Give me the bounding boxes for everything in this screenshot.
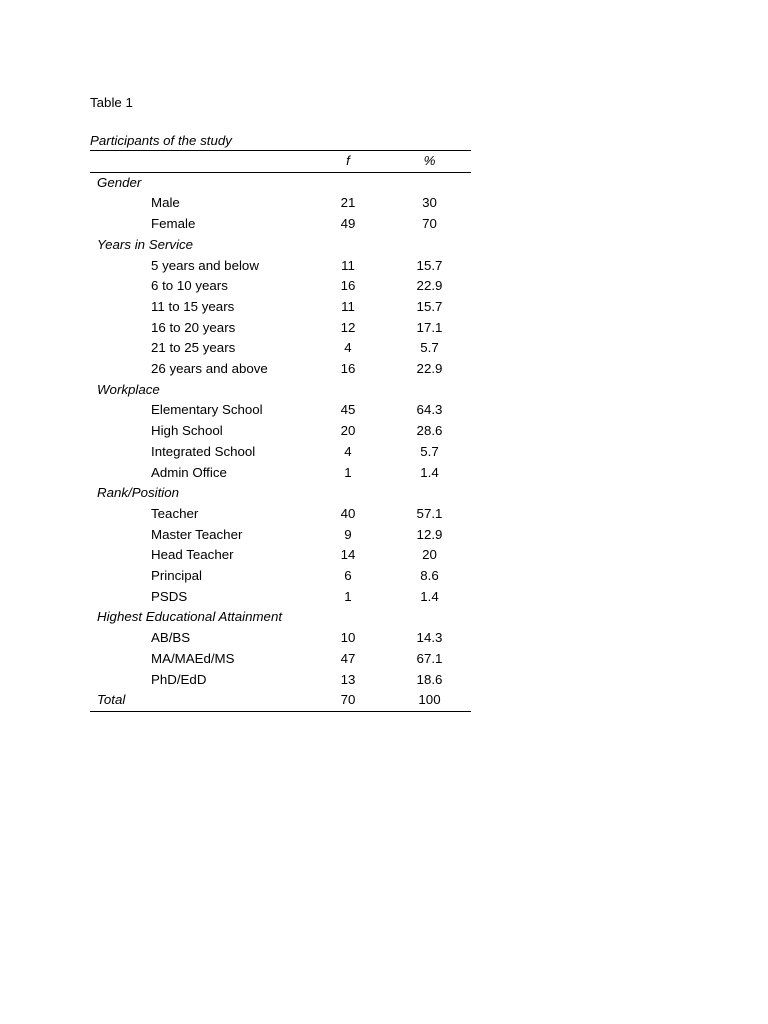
row-label: Female	[151, 216, 196, 232]
row-frequency: 6	[344, 568, 352, 584]
row-frequency: 11	[341, 298, 355, 314]
row-label: Admin Office	[151, 464, 227, 480]
table-row	[90, 463, 471, 484]
row-percent: 20	[422, 547, 437, 563]
table-row	[90, 256, 471, 277]
row-percent: 57.1	[416, 505, 443, 521]
table-row	[90, 649, 471, 670]
table-row	[90, 193, 471, 214]
table-row	[90, 587, 471, 608]
row-label: Teacher	[151, 505, 199, 521]
row-percent: 12.9	[416, 526, 443, 542]
category-pct-empty	[388, 607, 471, 628]
row-label: Integrated School	[151, 443, 256, 459]
row-label: PSDS	[151, 588, 188, 604]
row-label: High School	[151, 423, 223, 439]
row-frequency: 16	[340, 361, 356, 377]
row-frequency: 47	[340, 650, 356, 666]
row-frequency: 11	[341, 257, 355, 273]
row-frequency: 45	[340, 402, 356, 418]
row-frequency: 40	[340, 505, 356, 521]
category-f-empty	[308, 607, 388, 628]
table-row	[90, 276, 471, 297]
category-row	[90, 483, 471, 504]
total-frequency: 70	[308, 690, 388, 711]
category-pct-empty	[388, 483, 471, 504]
row-frequency: 10	[340, 630, 356, 646]
row-label: Master Teacher	[151, 526, 243, 542]
row-label: 21 to 25 years	[151, 340, 236, 356]
total-percent: 100	[388, 690, 471, 711]
row-label: 26 years and above	[151, 361, 268, 377]
table-row	[90, 359, 471, 380]
row-percent: 15.7	[416, 298, 443, 314]
category-label: Rank/Position	[97, 485, 180, 501]
table-row	[90, 545, 471, 566]
row-percent: 30	[422, 195, 437, 211]
table-row	[90, 400, 471, 421]
row-percent: 8.6	[420, 568, 439, 584]
row-label: MA/MAEd/MS	[151, 650, 235, 666]
header-label-cell	[90, 151, 308, 173]
row-label: 11 to 15 years	[151, 298, 235, 314]
category-label: Gender	[97, 174, 142, 190]
row-label: 16 to 20 years	[151, 319, 236, 335]
row-percent: 18.6	[416, 671, 443, 687]
category-f-empty	[308, 172, 388, 193]
row-label: 5 years and below	[151, 257, 259, 273]
row-label: Male	[151, 195, 180, 211]
row-percent: 70	[422, 216, 437, 232]
category-f-empty	[308, 235, 388, 256]
table-header	[90, 151, 471, 173]
table-row	[90, 504, 471, 525]
row-frequency: 1	[344, 464, 352, 480]
table-row	[90, 628, 471, 649]
row-percent: 5.7	[420, 340, 439, 356]
table-row	[90, 442, 471, 463]
table-caption: Participants of the study	[90, 133, 232, 148]
row-percent: 1.4	[420, 588, 439, 604]
row-frequency: 13	[340, 671, 356, 687]
row-percent: 14.3	[416, 630, 443, 646]
row-frequency: 20	[340, 423, 356, 439]
row-label: Elementary School	[151, 402, 263, 418]
row-frequency: 21	[340, 195, 356, 211]
row-frequency: 12	[340, 319, 356, 335]
table-number: Table 1	[90, 95, 133, 110]
row-percent: 17.1	[416, 319, 443, 335]
row-label: PhD/EdD	[151, 671, 207, 687]
row-percent: 64.3	[416, 402, 443, 418]
table-row	[90, 338, 471, 359]
row-percent: 28.6	[416, 423, 443, 439]
category-row	[90, 607, 471, 628]
row-frequency: 4	[344, 340, 352, 356]
row-percent: 22.9	[416, 278, 443, 294]
category-row	[90, 235, 471, 256]
category-label: Highest Educational Attainment	[97, 609, 283, 625]
table-row	[90, 566, 471, 587]
row-label: AB/BS	[151, 630, 191, 646]
total-label: Total	[90, 690, 308, 711]
header-percent: %	[388, 151, 471, 173]
row-label: 6 to 10 years	[151, 278, 228, 294]
table-row	[90, 318, 471, 339]
category-f-empty	[308, 483, 388, 504]
category-pct-empty	[388, 172, 471, 193]
row-frequency: 16	[340, 278, 356, 294]
row-percent: 5.7	[420, 443, 439, 459]
row-percent: 15.7	[416, 257, 443, 273]
category-row	[90, 172, 471, 193]
table-row	[90, 297, 471, 318]
total-row	[90, 690, 471, 711]
category-pct-empty	[388, 380, 471, 401]
participants-table	[90, 150, 471, 712]
row-label: Head Teacher	[151, 547, 234, 563]
header-frequency: f	[308, 151, 388, 173]
row-frequency: 9	[344, 526, 352, 542]
row-percent: 1.4	[420, 464, 439, 480]
row-percent: 67.1	[416, 650, 443, 666]
category-pct-empty	[388, 235, 471, 256]
category-label: Years in Service	[97, 236, 194, 252]
category-row	[90, 380, 471, 401]
row-frequency: 14	[340, 547, 356, 563]
table-body	[90, 172, 471, 711]
row-percent: 22.9	[416, 361, 443, 377]
table-row	[90, 525, 471, 546]
table-row	[90, 214, 471, 235]
category-f-empty	[308, 380, 388, 401]
row-label: Principal	[151, 568, 202, 584]
header-row	[90, 151, 471, 173]
table-row	[90, 670, 471, 691]
row-frequency: 4	[344, 443, 352, 459]
row-frequency: 49	[340, 216, 356, 232]
row-frequency: 1	[344, 588, 352, 604]
category-label: Workplace	[97, 381, 160, 397]
table-row	[90, 421, 471, 442]
